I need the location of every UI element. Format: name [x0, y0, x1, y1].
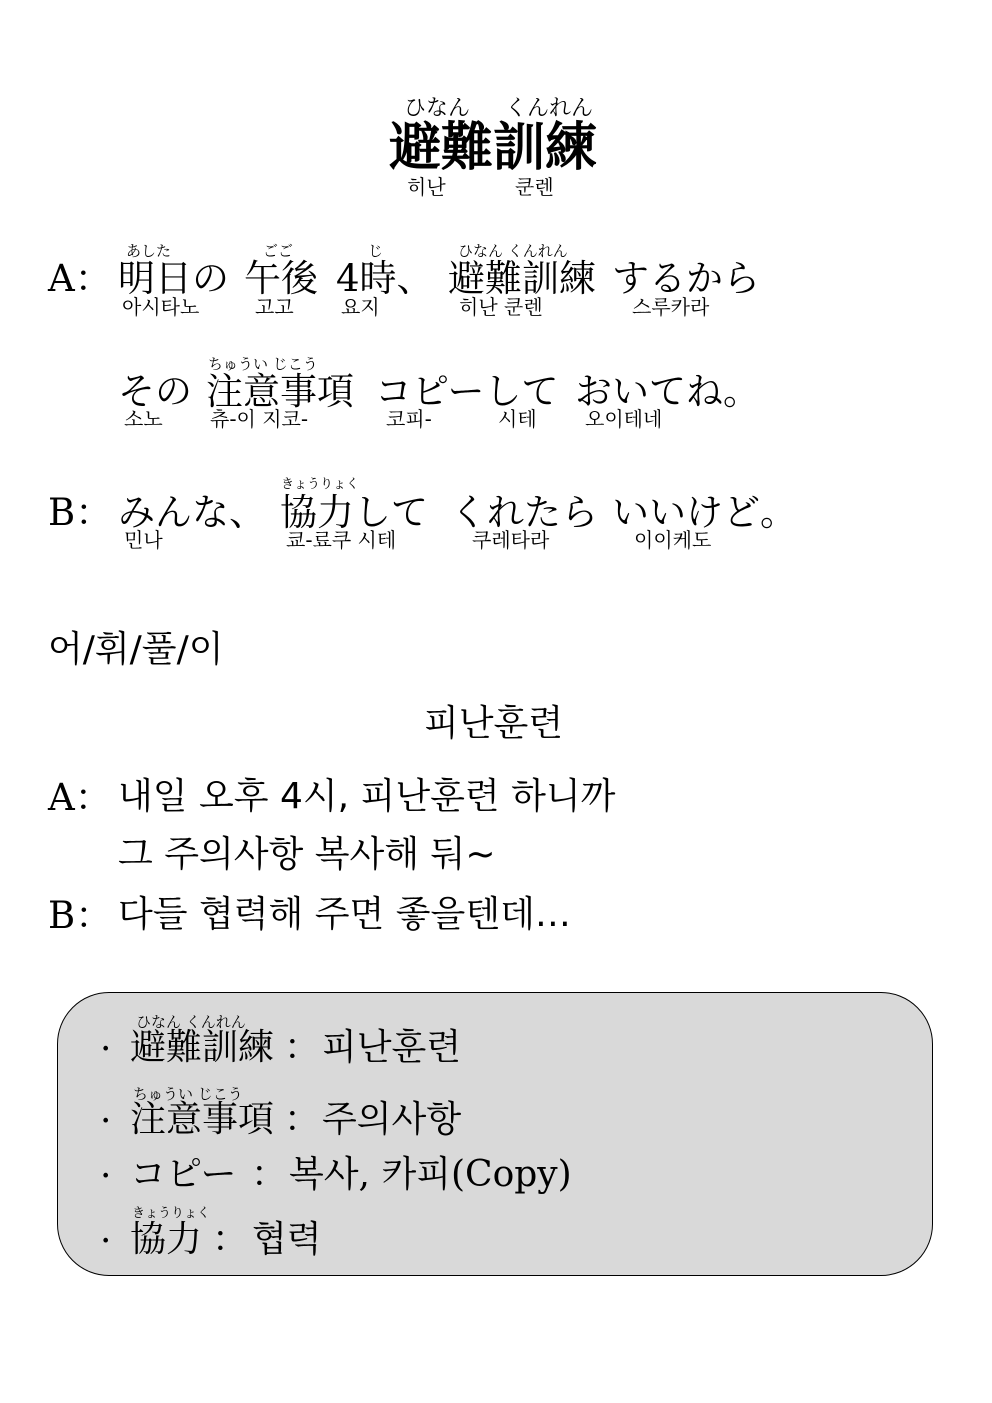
- section-heading: 어/휘/풀/이: [48, 629, 224, 670]
- reading-chuui-jikou: 츄-이 지코-: [210, 407, 309, 431]
- word-ashitano: 明日の: [118, 257, 229, 300]
- reading-iikedo: 이이케도: [634, 528, 712, 552]
- translation-line-a2: 그 주의사항 복사해 둬~: [118, 834, 496, 875]
- speaker-b-label: B：: [48, 491, 113, 534]
- vocab-separator: ：: [251, 1154, 288, 1195]
- reading-hinan-kunren: 히난 쿤렌: [459, 295, 543, 319]
- title-reading-2: 쿤렌: [515, 175, 554, 199]
- word-iikedo: いいけど。: [612, 491, 797, 534]
- reading-oitene: 오이테네: [585, 407, 663, 431]
- vocab-separator: ：: [212, 1219, 249, 1260]
- reading-yoji: 요지: [341, 295, 380, 319]
- word-hinan-kunren: 避難訓練: [448, 257, 596, 300]
- vocab-meaning: 주의사항: [322, 1099, 462, 1140]
- vocab-term: 注意事項: [130, 1099, 275, 1140]
- translation-speaker-b: B：: [48, 894, 113, 937]
- word-chuui-jikou: 注意事項: [206, 370, 354, 413]
- ruby-ashita: あした: [126, 242, 172, 260]
- vocab-term: 避難訓練: [130, 1027, 275, 1068]
- vocab-ruby: ひなん くんれん: [136, 1013, 246, 1031]
- vocab-bullet: ·: [100, 1221, 112, 1262]
- vocab-bullet: ·: [100, 1156, 112, 1197]
- vocab-ruby: きょうりょく: [132, 1206, 211, 1221]
- title-ruby-1: ひなん: [404, 96, 471, 121]
- vocab-term: 協力: [130, 1219, 203, 1260]
- word-oitene: おいてね。: [575, 370, 760, 413]
- translation-title: 피난훈련: [424, 703, 564, 744]
- reading-sono: 소노: [124, 407, 163, 431]
- vocab-separator: ：: [284, 1099, 321, 1140]
- ruby-chuui-jikou: ちゅうい じこう: [208, 355, 318, 373]
- word-kyouryokushite: 協力して: [280, 491, 428, 534]
- translation-line-b: 다들 협력해 주면 좋을텐데…: [118, 894, 571, 935]
- title-reading-1: 히난: [407, 175, 446, 199]
- word-surukara: するから: [612, 257, 760, 300]
- reading-kopii: 코피-: [386, 407, 432, 431]
- word-minna: みんな、: [118, 491, 266, 534]
- reading-kyouryokushite: 쿄-료쿠 시테: [286, 528, 397, 552]
- ruby-ji: じ: [368, 242, 384, 260]
- word-kopiishite: コピーして: [375, 370, 559, 413]
- word-yoji: 4時、: [336, 257, 434, 300]
- reading-ashitano: 아시타노: [122, 295, 200, 319]
- word-gogo: 午後: [244, 257, 318, 300]
- reading-surukara: 스루카라: [632, 295, 710, 319]
- reading-gogo: 고고: [255, 295, 294, 319]
- ruby-hinan-kunren: ひなん くんれん: [458, 242, 568, 260]
- ruby-kyouryoku: きょうりょく: [281, 477, 360, 492]
- speaker-a-label: A：: [48, 257, 112, 300]
- reading-minna: 민나: [124, 528, 163, 552]
- translation-line-a1: 내일 오후 4시, 피난훈련 하니까: [118, 776, 616, 817]
- word-sono: その: [118, 370, 192, 413]
- page-title: 避難訓練: [389, 117, 598, 178]
- vocab-separator: ：: [284, 1027, 321, 1068]
- reading-kuretara: 쿠레타라: [472, 528, 550, 552]
- ruby-gogo: ごご: [263, 242, 294, 260]
- vocab-meaning: 피난훈련: [322, 1027, 462, 1068]
- word-kuretara: くれたら: [450, 491, 598, 534]
- vocab-bullet: ·: [100, 1101, 112, 1142]
- vocab-meaning: 협력: [252, 1219, 322, 1260]
- title-ruby-2: くんれん: [505, 96, 594, 121]
- vocab-ruby: ちゅうい じこう: [133, 1085, 243, 1103]
- vocab-term: コピー: [130, 1154, 237, 1195]
- reading-shite: 시테: [498, 407, 537, 431]
- vocab-meaning: 복사, 카피(Copy): [289, 1154, 572, 1195]
- vocab-bullet: ·: [100, 1029, 112, 1070]
- translation-speaker-a: A：: [48, 776, 112, 819]
